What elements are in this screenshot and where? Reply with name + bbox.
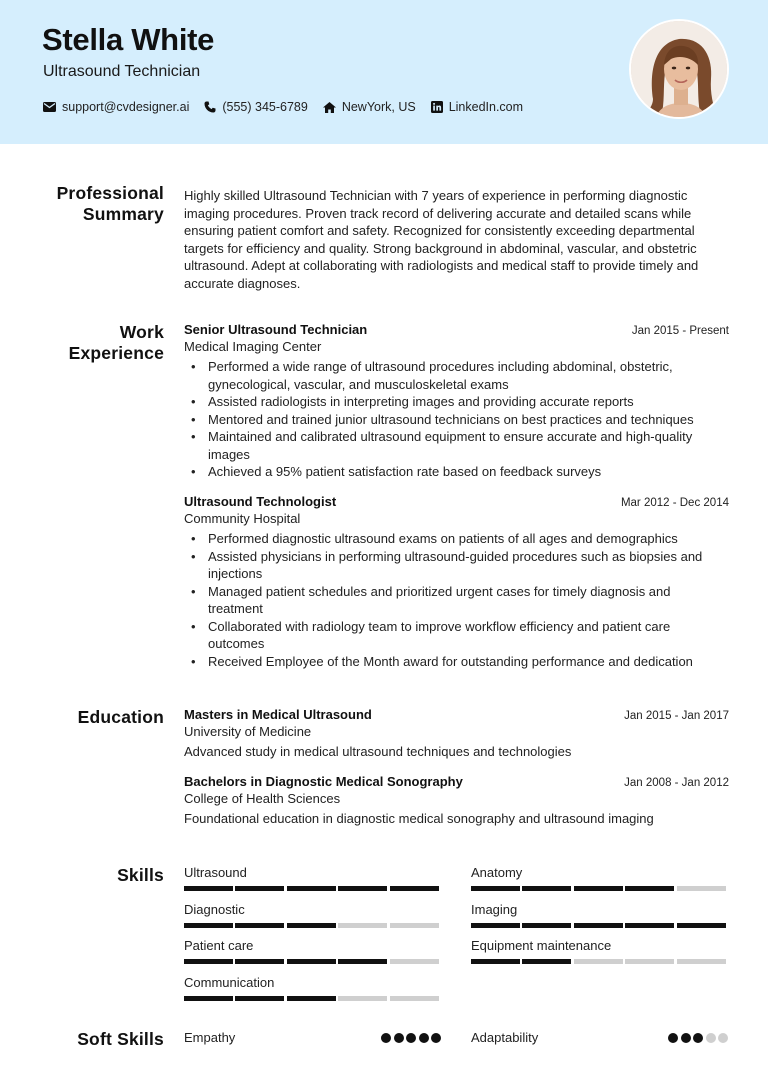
skill-name: Ultrasound	[184, 865, 247, 880]
rating-dot	[718, 1033, 728, 1043]
skill-level-segment	[471, 886, 520, 891]
job-dates: Mar 2012 - Dec 2014	[620, 497, 729, 509]
skill-level-bar	[184, 886, 441, 891]
skill-level-bar	[471, 923, 728, 928]
education-description: Advanced study in medical ultrasound techniques and technologies	[184, 744, 572, 759]
skill-name: Equipment maintenance	[471, 938, 612, 953]
skill-level-segment	[338, 996, 387, 1001]
section-title-line: Professional	[56, 183, 164, 203]
candidate-name: Stella White	[42, 22, 215, 57]
soft-skill-item	[184, 1030, 441, 1045]
job-bullet: • Performed a wide range of ultrasound procedures including abdominal, obstetric, gynecological, vascular, and musculoskeletal exams	[184, 358, 729, 393]
skill-level-segment	[287, 923, 336, 928]
skill-level-bar	[471, 959, 728, 964]
contact-email[interactable]	[43, 100, 189, 114]
skill-name: Anatomy	[471, 865, 523, 880]
skill-item	[471, 938, 728, 964]
education-school: University of Medicine	[184, 724, 312, 739]
education-degree: Masters in Medical Ultrasound	[184, 707, 372, 722]
skill-item	[184, 975, 441, 1001]
envelope-icon	[43, 102, 56, 112]
skill-level-segment	[677, 923, 726, 928]
soft-skill-rating	[666, 1033, 729, 1043]
rating-dot	[668, 1033, 678, 1043]
skill-level-segment	[390, 923, 439, 928]
job-bullets	[184, 358, 729, 481]
job-bullet: • Collaborated with radiology team to improve workflow efficiency and patient care outcomes	[184, 618, 729, 653]
skill-item	[471, 902, 728, 928]
skill-level-segment	[625, 959, 674, 964]
section-title-education: Education	[77, 707, 164, 727]
skill-level-segment	[574, 959, 623, 964]
skill-level-segment	[184, 959, 233, 964]
job-employer: Community Hospital	[184, 511, 301, 526]
skill-item	[471, 865, 728, 891]
job-bullet: • Assisted radiologists in interpreting images and providing accurate reports	[184, 393, 729, 411]
contact-phone[interactable]	[204, 100, 307, 114]
skill-level-segment	[522, 923, 571, 928]
section-title-line: Summary	[82, 204, 164, 224]
education-degree: Bachelors in Diagnostic Medical Sonography	[184, 774, 463, 789]
skill-level-segment	[625, 923, 674, 928]
skill-level-segment	[338, 923, 387, 928]
education-dates: Jan 2015 - Jan 2017	[624, 710, 729, 722]
soft-skill-rating	[379, 1033, 442, 1043]
skill-level-segment	[235, 923, 284, 928]
job-role: Senior Ultrasound Technician	[184, 322, 368, 337]
rating-dot	[394, 1033, 404, 1043]
job-bullet: • Performed diagnostic ultrasound exams on patients of all ages and demographics	[184, 530, 729, 548]
skill-level-segment	[184, 923, 233, 928]
job-dates: Jan 2015 - Present	[631, 325, 729, 337]
home-icon	[323, 102, 336, 113]
section-title-experience	[69, 322, 164, 364]
skill-level-segment	[338, 886, 387, 891]
skill-level-segment	[471, 959, 520, 964]
contact-linkedin[interactable]	[431, 100, 523, 114]
resume-header	[0, 0, 768, 144]
job-bullet: • Received Employee of the Month award for outstanding performance and dedication	[184, 653, 729, 671]
soft-skill-name: Empathy	[184, 1030, 236, 1045]
skill-level-segment	[574, 886, 623, 891]
education-description: Foundational education in diagnostic medical sonography and ultrasound imaging	[184, 811, 654, 826]
job-bullet: • Managed patient schedules and prioritized urgent cases for timely diagnosis and treatment	[184, 583, 729, 618]
skill-level-bar	[184, 996, 441, 1001]
skill-level-segment	[338, 959, 387, 964]
skill-level-segment	[235, 886, 284, 891]
skill-level-segment	[287, 959, 336, 964]
education-entry	[184, 707, 729, 759]
contact-location-text: NewYork, US	[341, 100, 416, 114]
summary-text: Highly skilled Ultrasound Technician with 7 years of experience in performing diagnostic imaging procedures. Proven track record of delivering accurate and detailed scans while ensuring patient comfort and safety. Recognized for consistently exceeding departmental targets for efficiency and quality. Strong background in abdominal, vascular, and obstetric ultrasound. Adept at collaborating with radiologists and medical staff to provide timely and accurate diagnoses.	[184, 188, 699, 291]
profile-photo	[629, 19, 729, 119]
skill-level-segment	[677, 886, 726, 891]
skill-level-segment	[184, 886, 233, 891]
rating-dot	[431, 1033, 441, 1043]
rating-dot	[681, 1033, 691, 1043]
job-employer: Medical Imaging Center	[184, 339, 322, 354]
linkedin-icon	[431, 101, 443, 113]
phone-icon	[204, 101, 216, 113]
skill-name: Communication	[184, 975, 275, 990]
contact-email-text: support@cvdesigner.ai	[62, 100, 190, 114]
contact-phone-text: (555) 345-6789	[222, 100, 308, 114]
contact-location	[323, 100, 416, 114]
job-bullet: • Mentored and trained junior ultrasound technicians on best practices and techniques	[184, 411, 729, 429]
contact-linkedin-text: LinkedIn.com	[448, 100, 524, 114]
job-bullet: • Achieved a 95% patient satisfaction rate based on feedback surveys	[184, 463, 729, 481]
skill-level-segment	[625, 886, 674, 891]
soft-skill-item	[471, 1030, 728, 1045]
skill-level-segment	[390, 996, 439, 1001]
rating-dot	[381, 1033, 391, 1043]
job-bullet: • Assisted physicians in performing ultrasound-guided procedures such as biopsies and injections	[184, 548, 729, 583]
rating-dot	[419, 1033, 429, 1043]
skill-level-segment	[522, 886, 571, 891]
job-entry	[184, 494, 729, 670]
skill-level-segment	[390, 959, 439, 964]
skill-name: Imaging	[471, 902, 518, 917]
skill-name: Patient care	[184, 938, 254, 953]
skill-item	[184, 938, 441, 964]
section-title-skills: Skills	[117, 865, 164, 885]
education-school: College of Health Sciences	[184, 791, 341, 806]
skill-name: Diagnostic	[184, 902, 245, 917]
section-title-line: Experience	[68, 343, 164, 363]
skill-level-segment	[574, 923, 623, 928]
skill-level-segment	[184, 996, 233, 1001]
rating-dot	[406, 1033, 416, 1043]
education-entry	[184, 774, 729, 826]
job-entry	[184, 322, 729, 481]
job-title: Ultrasound Technician	[43, 63, 201, 80]
skill-level-segment	[522, 959, 571, 964]
section-title-soft-skills: Soft Skills	[77, 1029, 164, 1049]
skill-level-bar	[471, 886, 728, 891]
section-title-line: Work	[119, 322, 164, 342]
skill-level-bar	[184, 959, 441, 964]
job-bullets	[184, 530, 729, 670]
education-dates: Jan 2008 - Jan 2012	[624, 777, 729, 789]
skill-level-segment	[471, 923, 520, 928]
skill-level-segment	[287, 996, 336, 1001]
job-role: Ultrasound Technologist	[184, 494, 337, 509]
rating-dot	[693, 1033, 703, 1043]
skill-item	[184, 865, 441, 891]
skill-item	[184, 902, 441, 928]
skill-level-segment	[235, 996, 284, 1001]
job-bullet: • Maintained and calibrated ultrasound equipment to ensure accurate and high-quality images	[184, 428, 729, 463]
skill-level-segment	[677, 959, 726, 964]
skill-level-segment	[390, 886, 439, 891]
rating-dot	[706, 1033, 716, 1043]
skill-level-segment	[287, 886, 336, 891]
soft-skill-name: Adaptability	[471, 1030, 539, 1045]
skill-level-bar	[184, 923, 441, 928]
skill-level-segment	[235, 959, 284, 964]
section-title-summary	[57, 183, 164, 225]
contact-bar	[43, 100, 538, 114]
